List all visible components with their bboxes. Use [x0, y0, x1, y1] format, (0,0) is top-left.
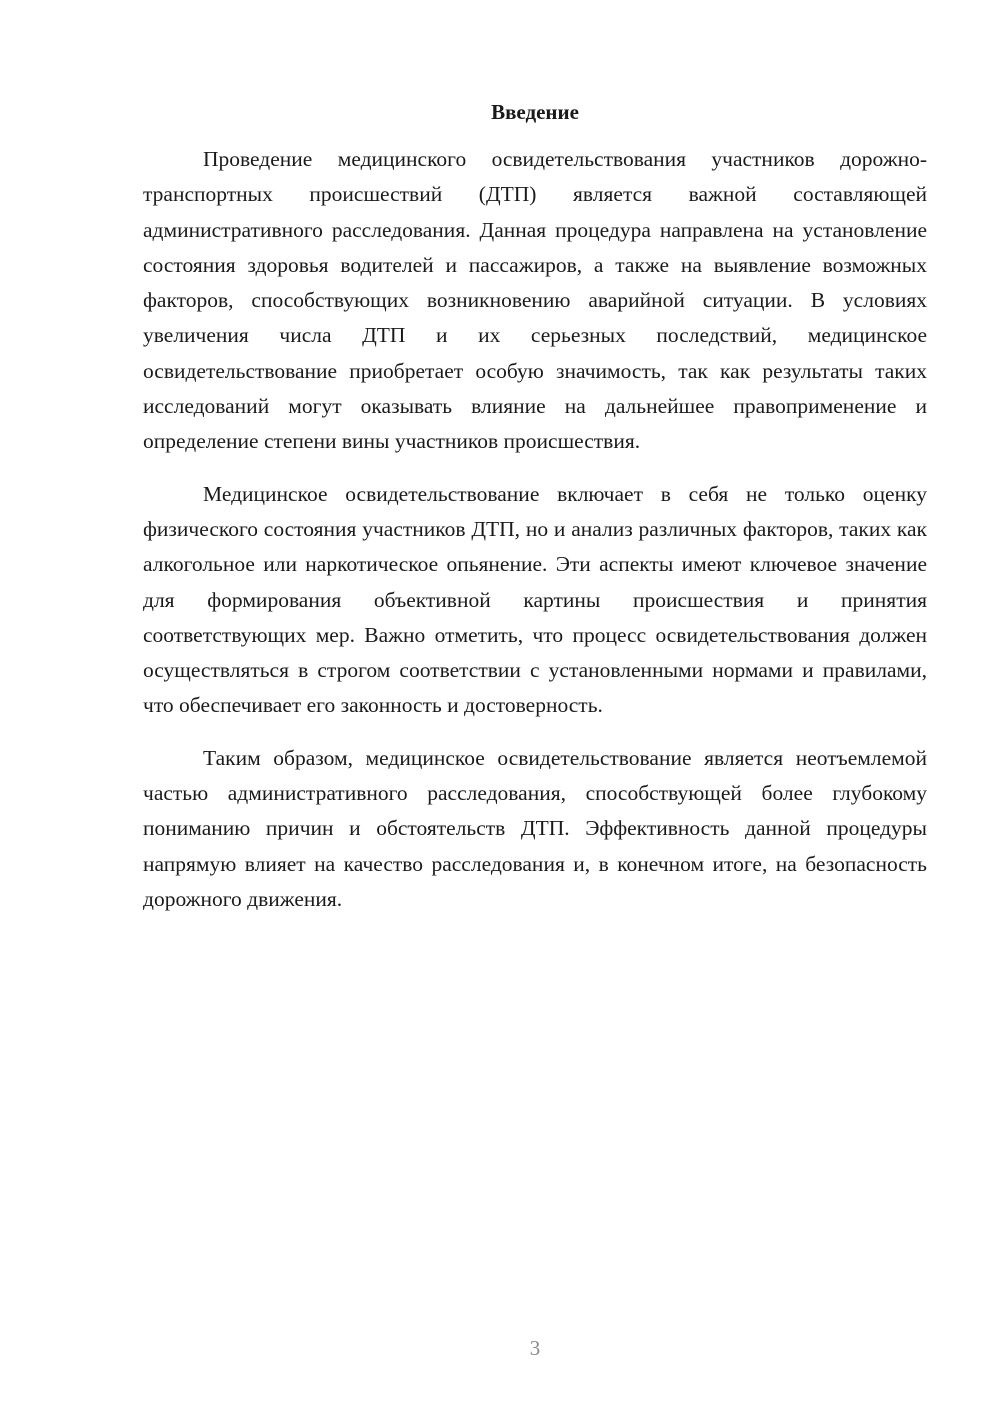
paragraph-1: Проведение медицинского освидетельствования участников дорожно-транспортных происшествий (ДТП) является важной составляющей административного расследования. Данная процедура направлена на установление состояния здоровья водителей и пассажиров, а также на выявление возможных факторов, способствующих возникновению аварийной ситуации. В условиях увеличения числа ДТП и их серьезных последствий, медицинское освидетельствование приобретает особую значимость, так как результаты таких исследований могут оказывать влияние на дальнейшее правоприменение и определение степени вины участников происшествия. — [143, 147, 927, 454]
paragraph-2: Медицинское освидетельствование включает в себя не только оценку физического состояния участников ДТП, но и анализ различных факторов, таких как алкогольное или наркотическое опьянение. Эти аспекты имеют ключевое значение для формирования объективной картины происшествия и принятия соответствующих мер. Важно отметить, что процесс освидетельствования должен осуществляться в строгом соответствии с установленными нормами и правилами, что обеспечивает его законность и достоверность. — [143, 481, 927, 718]
section-title: Введение — [491, 100, 579, 124]
page-number: 3 — [529, 1336, 541, 1360]
paragraph-3: Таким образом, медицинское освидетельствование является неотъемлемой частью административного расследования, способствующей более глубокому пониманию причин и обстоятельств ДТП. Эффективность данной процедуры напрямую влияет на качество расследования и, в конечном итоге, на безопасность дорожного движения. — [143, 745, 927, 911]
body-text — [143, 142, 927, 934]
